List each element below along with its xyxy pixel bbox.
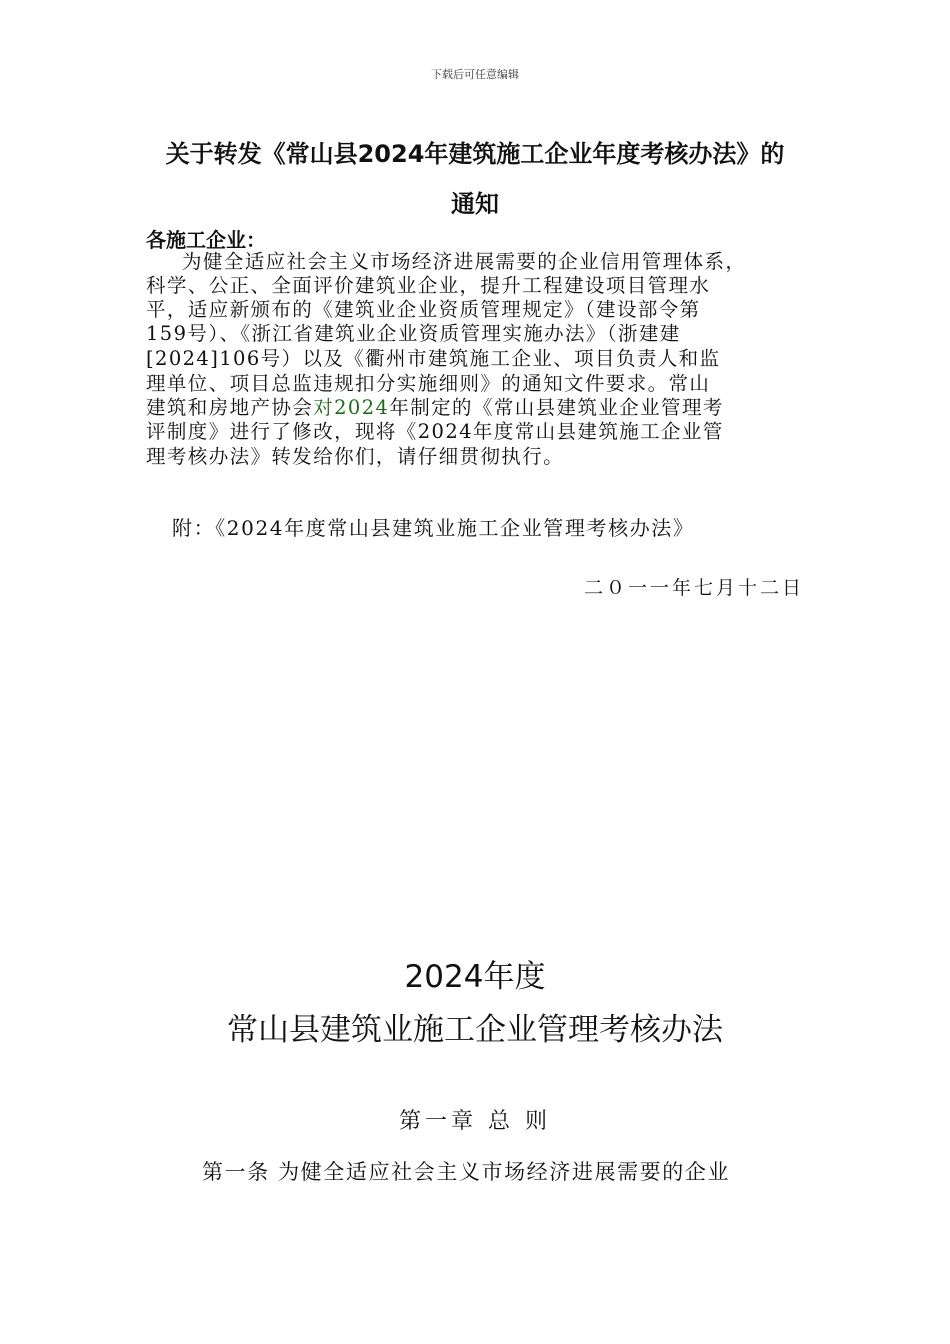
notice-title-line-2: 通知 xyxy=(451,190,499,218)
body-line-6: 理单位、项目总监违规扣分实施细则》的通知文件要求。常山 xyxy=(146,372,711,395)
body-line-9: 理考核办法》转发给你们，请仔细贯彻执行。 xyxy=(146,445,565,468)
body-line-7-highlight: 对2024 xyxy=(313,396,390,419)
body-line-8: 评制度》进行了修改，现将《2024年度常山县建筑施工企业管 xyxy=(146,420,724,443)
body-line-7 xyxy=(146,396,806,420)
body-line-1: 为健全适应社会主义市场经济进展需要的企业信用管理体系， xyxy=(182,250,747,273)
body-line-2: 科学、公正、全面评价建筑业企业，提升工程建设项目管理水 xyxy=(146,274,711,297)
body-line-7-pre: 建筑和房地产协会 xyxy=(146,396,314,419)
attachment-line: 附：《2024年度常山县建筑业施工企业管理考核办法》 xyxy=(172,516,695,540)
body-line-3: 平，适应新颁布的《建筑业企业资质管理规定》（建设部令第 xyxy=(146,298,701,321)
doc-title-year: 2024年度 xyxy=(404,959,546,995)
body-line-5: [2024]106号）以及《衢州市建筑施工企业、项目负责人和监 xyxy=(146,347,721,370)
header-note: 下载后可任意编辑 xyxy=(431,68,519,81)
article-first-line: 第一条 为健全适应社会主义市场经济进展需要的企业 xyxy=(202,1160,731,1184)
notice-date: 二０一一年七月十二日 xyxy=(583,577,804,599)
doc-title-main: 常山县建筑业施工企业管理考核办法 xyxy=(227,1012,723,1048)
notice-title-line-1: 关于转发《常山县2024年建筑施工企业年度考核办法》的 xyxy=(165,140,785,168)
salutation: 各施工企业： xyxy=(146,228,266,252)
body-line-4: 159号）、《浙江省建筑业企业资质管理实施办法》（浙建建 xyxy=(146,322,681,345)
body-line-7-post: 年制定的《常山县建筑业企业管理考 xyxy=(389,396,724,419)
chapter-heading: 第一章 总 则 xyxy=(399,1109,551,1134)
